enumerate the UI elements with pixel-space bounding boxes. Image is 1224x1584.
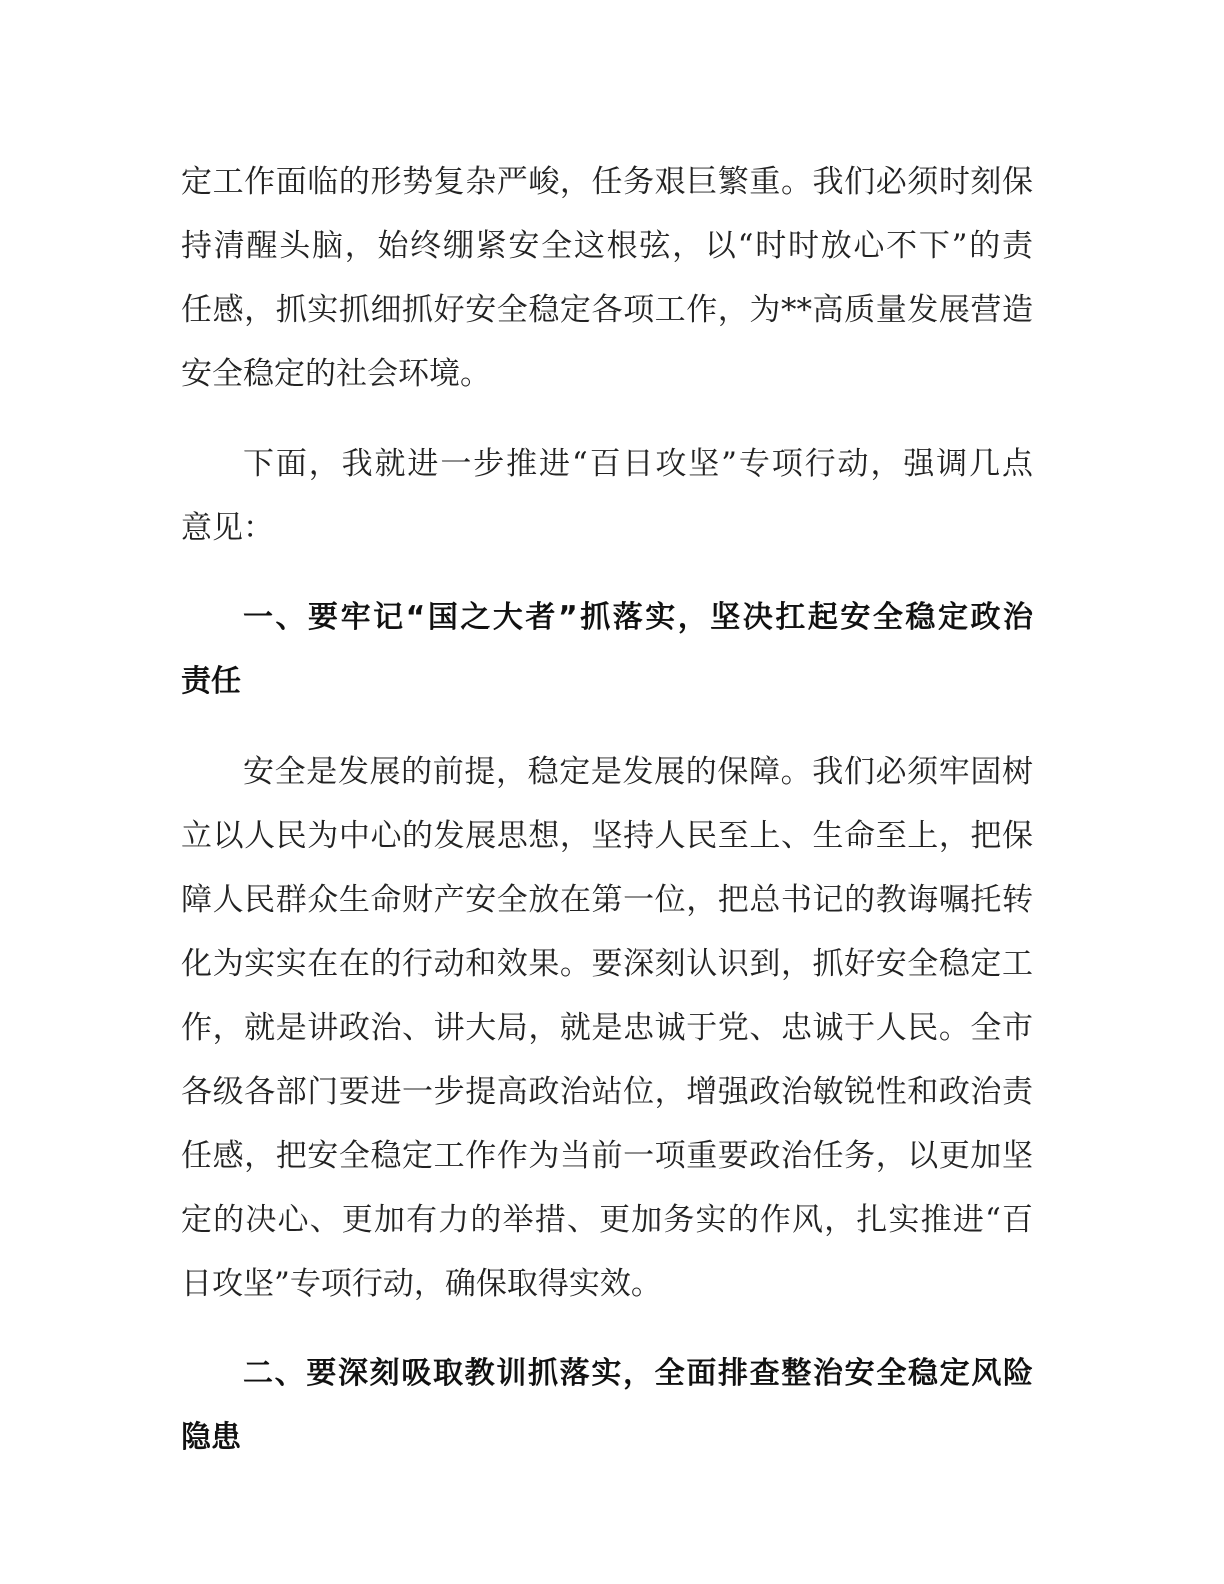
heading-line: 一、要牢记“国之大者”抓落实，坚决扛起安全稳定政治 (243, 600, 1033, 635)
text-line: 安全稳定的社会环境。 (181, 356, 491, 392)
text-line: 任感，抓实抓细抓好安全稳定各项工作，为**高质量发展营造 (181, 292, 1033, 328)
text-line: 障人民群众生命财产安全放在第一位，把总书记的教诲嘱托转 (181, 882, 1033, 918)
text-line: 安全是发展的前提，稳定是发展的保障。我们必须牢固树 (243, 754, 1033, 790)
text-line: 作，就是讲政治、讲大局，就是忠诚于党、忠诚于人民。全市 (181, 1010, 1033, 1046)
text-line: 日攻坚”专项行动，确保取得实效。 (181, 1266, 662, 1302)
paragraph-intro (181, 150, 1033, 406)
heading-line: 二、要深刻吸取教训抓落实，全面排查整治安全稳定风险 (243, 1356, 1033, 1391)
text-line: 定的决心、更加有力的举措、更加务实的作风，扎实推进“百 (181, 1202, 1033, 1238)
heading-line: 隐患 (181, 1420, 241, 1455)
text-line: 化为实实在在的行动和效果。要深刻认识到，抓好安全稳定工 (181, 946, 1033, 982)
document-page (181, 150, 1033, 1470)
text-line: 定工作面临的形势复杂严峻，任务艰巨繁重。我们必须时刻保 (181, 164, 1033, 200)
section-heading-2 (181, 1342, 1033, 1470)
text-line: 下面，我就进一步推进“百日攻坚”专项行动，强调几点 (243, 446, 1033, 482)
text-line: 意见： (181, 510, 274, 546)
heading-line: 责任 (181, 664, 241, 699)
paragraph-lead (181, 432, 1033, 560)
paragraph-body-1 (181, 740, 1033, 1316)
text-line: 持清醒头脑，始终绷紧安全这根弦，以“时时放心不下”的责 (181, 228, 1033, 264)
section-heading-1 (181, 586, 1033, 714)
text-line: 任感，把安全稳定工作作为当前一项重要政治任务，以更加坚 (181, 1138, 1033, 1174)
text-line: 各级各部门要进一步提高政治站位，增强政治敏锐性和政治责 (181, 1074, 1033, 1110)
text-line: 立以人民为中心的发展思想，坚持人民至上、生命至上，把保 (181, 818, 1033, 854)
